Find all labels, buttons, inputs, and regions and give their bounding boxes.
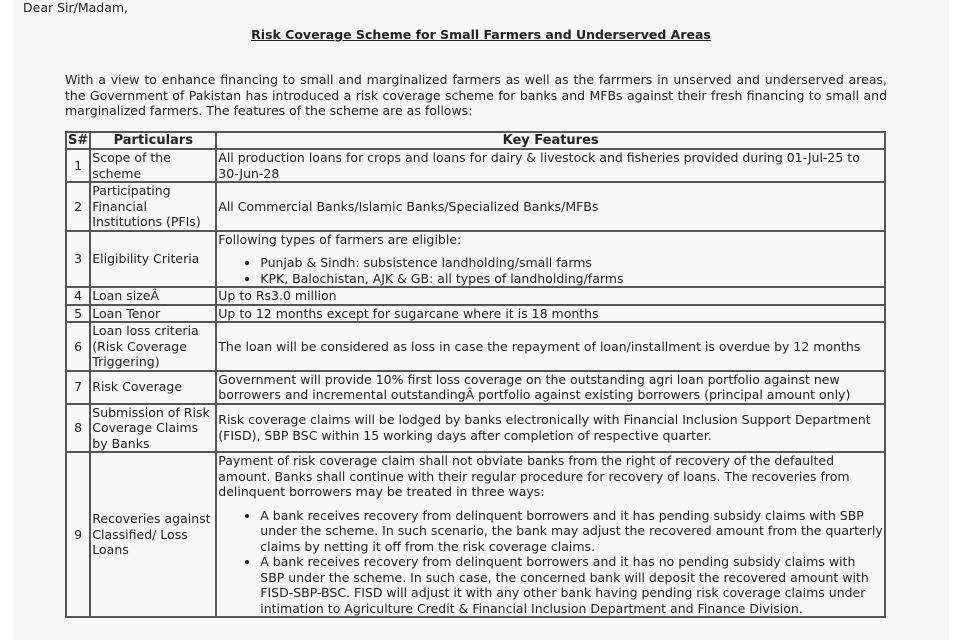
table-row xyxy=(66,231,885,288)
row-particular: Scope of the scheme xyxy=(90,149,216,182)
feature-text: Following types of farmers are eligible: xyxy=(218,231,462,247)
table-row xyxy=(66,149,885,182)
row-feature: All production loans for crops and loans for dairy & livestock and fisheries provided during 01-Jul-25 to 30-Jun-28 xyxy=(216,149,885,182)
list-item: • Punjab & Sindh: subsistence landholding/small farms xyxy=(260,255,883,271)
row-feature xyxy=(216,231,885,288)
table-row xyxy=(66,287,885,305)
list-item: • KPK, Balochistan, AJK & GB: all types of landholding/farms xyxy=(260,271,883,287)
table-row xyxy=(66,404,885,453)
row-feature: Risk coverage claims will be lodged by banks electronically with Financial Inclusion Support Department (FISD), SBP BSC within 15 working days after completion of respective quarter. xyxy=(216,404,885,453)
row-sn: 1 xyxy=(66,149,90,182)
row-particular: Recoveries against Classified/ Loss Loans xyxy=(90,452,216,617)
bullet-list xyxy=(218,255,883,286)
row-sn: 4 xyxy=(66,287,90,305)
row-feature: The loan will be considered as loss in case the repayment of loan/installment is overdue by 12 months xyxy=(216,322,885,371)
bullet-list xyxy=(218,508,883,617)
row-particular: Risk Coverage xyxy=(90,371,216,404)
list-item: • A bank receives recovery from delinquent borrowers and it has pending subsidy claims with SBP under the scheme. In such scenario, the bank may adjust the recovered amount from the quarterly claims by netting it off from the risk coverage claims. xyxy=(260,508,883,555)
row-feature: All Commercial Banks/Islamic Banks/Specialized Banks/MFBs xyxy=(216,182,885,231)
table-row xyxy=(66,322,885,371)
row-particular: Participating Financial Institutions (PFIs) xyxy=(90,182,216,231)
header-sn: S# xyxy=(68,133,89,148)
scheme-title: Risk Coverage Scheme for Small Farmers and Underserved Areas xyxy=(251,27,711,42)
header-particulars: Particulars xyxy=(90,132,216,149)
list-item: • A bank receives recovery from delinquent borrowers and it has no pending subsidy claims with SBP under the scheme. In such case, the concerned bank will deposit the recovered amount with FISD-SBP-BSC. FISD will adjust it with any other bank having pending risk coverage claims under intimation to Agriculture Credit & Financial Inclusion Department and Finance Division. xyxy=(260,554,883,616)
table-row xyxy=(66,371,885,404)
features-table xyxy=(65,131,886,618)
row-feature: Up to Rs3.0 million xyxy=(216,287,885,305)
row-sn: 9 xyxy=(66,452,90,617)
table-row xyxy=(66,305,885,323)
row-particular: Eligibility Criteria xyxy=(90,231,216,288)
table-header-row xyxy=(66,132,885,149)
row-feature: Government will provide 10% first loss coverage on the outstanding agri loan portfolio against new borrowers and incremental outstandingÂ portfolio against existing borrowers (principal amount only) xyxy=(216,371,885,404)
letter-page xyxy=(13,0,949,640)
row-feature xyxy=(216,452,885,617)
row-particular: Submission of Risk Coverage Claims by Banks xyxy=(90,404,216,453)
row-sn: 8 xyxy=(66,404,90,453)
row-particular: Loan loss criteria (Risk Coverage Triggering) xyxy=(90,322,216,371)
row-sn: 6 xyxy=(66,322,90,371)
row-sn: 3 xyxy=(66,231,90,288)
row-sn: 2 xyxy=(66,182,90,231)
table-row xyxy=(66,182,885,231)
salutation: Dear Sir/Madam, xyxy=(23,0,129,15)
row-sn: 5 xyxy=(66,305,90,323)
feature-text: Payment of risk coverage claim shall not obviate banks from the right of recovery of the defaulted amount. Banks shall continue with their regular procedure for recovery of loans. The recoveries from delinquent borrowers may be treated in three ways: xyxy=(218,453,850,499)
row-feature: Up to 12 months except for sugarcane where it is 18 months xyxy=(216,305,885,323)
table-row xyxy=(66,452,885,617)
header-key-features: Key Features xyxy=(216,132,885,149)
intro-paragraph: With a view to enhance financing to small and marginalized farmers as well as the farrmers in unserved and underserved areas, the Government of Pakistan has introduced a risk coverage scheme for banks and MFBs against their fresh financing to small and marginalized farmers. The features of the scheme are as follows: xyxy=(65,72,887,118)
row-particular: Loan sizeÂ xyxy=(90,287,216,305)
row-particular: Loan Tenor xyxy=(90,305,216,323)
row-sn: 7 xyxy=(66,371,90,404)
